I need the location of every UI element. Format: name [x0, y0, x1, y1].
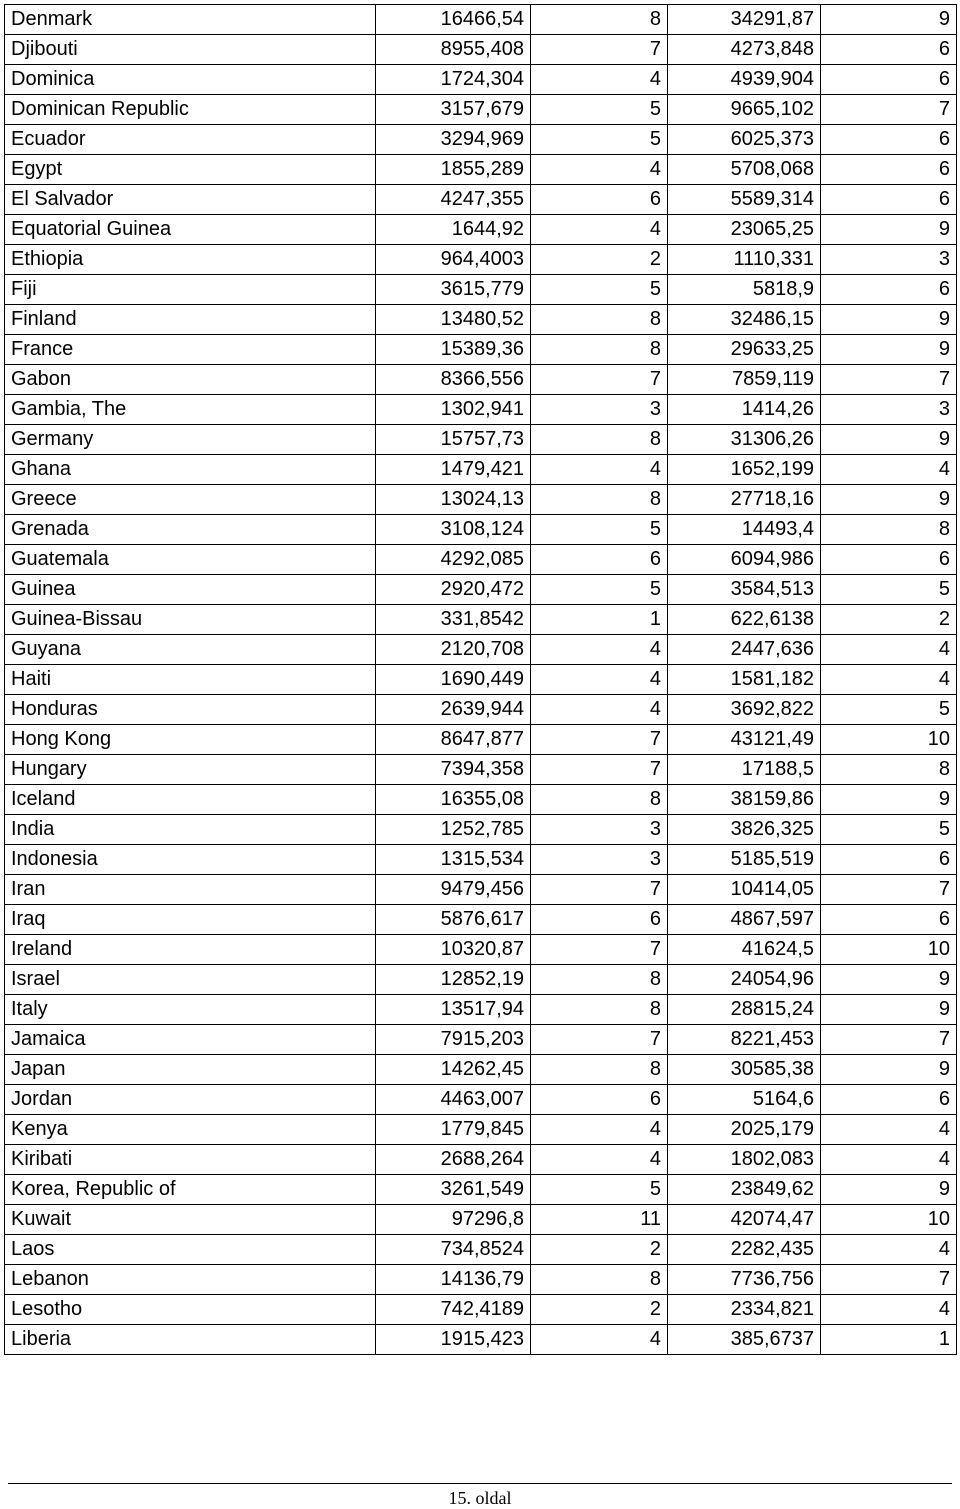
value-cell: 4	[531, 455, 668, 485]
country-cell: Germany	[5, 425, 376, 455]
table-row	[5, 1055, 957, 1085]
value-cell: 2025,179	[668, 1115, 821, 1145]
value-cell: 7859,119	[668, 365, 821, 395]
table-row	[5, 875, 957, 905]
value-cell: 10414,05	[668, 875, 821, 905]
value-cell: 4939,904	[668, 65, 821, 95]
table-row	[5, 995, 957, 1025]
value-cell: 8	[531, 485, 668, 515]
value-cell: 27718,16	[668, 485, 821, 515]
value-cell: 6	[821, 275, 957, 305]
table-row	[5, 155, 957, 185]
country-cell: Grenada	[5, 515, 376, 545]
value-cell: 331,8542	[376, 605, 531, 635]
table-row	[5, 485, 957, 515]
value-cell: 5	[531, 275, 668, 305]
country-cell: Liberia	[5, 1325, 376, 1355]
country-cell: Iceland	[5, 785, 376, 815]
value-cell: 4	[821, 455, 957, 485]
country-cell: Lebanon	[5, 1265, 376, 1295]
value-cell: 9	[821, 1055, 957, 1085]
value-cell: 5	[821, 575, 957, 605]
page-number: 15. oldal	[448, 1488, 512, 1508]
table-row	[5, 1175, 957, 1205]
value-cell: 1779,845	[376, 1115, 531, 1145]
value-cell: 2	[531, 1295, 668, 1325]
value-cell: 7	[821, 365, 957, 395]
value-cell: 1	[821, 1325, 957, 1355]
value-cell: 28815,24	[668, 995, 821, 1025]
value-cell: 3	[821, 395, 957, 425]
value-cell: 10	[821, 935, 957, 965]
country-cell: Jordan	[5, 1085, 376, 1115]
value-cell: 3108,124	[376, 515, 531, 545]
value-cell: 3	[531, 395, 668, 425]
value-cell: 1414,26	[668, 395, 821, 425]
value-cell: 10	[821, 1205, 957, 1235]
country-cell: Equatorial Guinea	[5, 215, 376, 245]
value-cell: 4	[821, 665, 957, 695]
country-cell: Iraq	[5, 905, 376, 935]
table-row	[5, 1145, 957, 1175]
country-cell: Kuwait	[5, 1205, 376, 1235]
value-cell: 8	[531, 965, 668, 995]
table-row	[5, 215, 957, 245]
value-cell: 1724,304	[376, 65, 531, 95]
value-cell: 1802,083	[668, 1145, 821, 1175]
value-cell: 2639,944	[376, 695, 531, 725]
value-cell: 622,6138	[668, 605, 821, 635]
table-row	[5, 1265, 957, 1295]
table-row	[5, 1235, 957, 1265]
value-cell: 13480,52	[376, 305, 531, 335]
table-row	[5, 245, 957, 275]
value-cell: 5	[531, 125, 668, 155]
country-cell: Italy	[5, 995, 376, 1025]
country-cell: Fiji	[5, 275, 376, 305]
table-row	[5, 35, 957, 65]
value-cell: 5	[531, 575, 668, 605]
value-cell: 4	[531, 1115, 668, 1145]
country-cell: India	[5, 815, 376, 845]
value-cell: 16466,54	[376, 5, 531, 35]
value-cell: 13517,94	[376, 995, 531, 1025]
value-cell: 6	[821, 185, 957, 215]
value-cell: 4	[821, 1115, 957, 1145]
country-cell: Dominican Republic	[5, 95, 376, 125]
value-cell: 7	[821, 1025, 957, 1055]
country-cell: Gabon	[5, 365, 376, 395]
value-cell: 10	[821, 725, 957, 755]
value-cell: 9	[821, 425, 957, 455]
value-cell: 1252,785	[376, 815, 531, 845]
country-cell: Honduras	[5, 695, 376, 725]
country-cell: Israel	[5, 965, 376, 995]
table-row	[5, 5, 957, 35]
country-cell: Finland	[5, 305, 376, 335]
value-cell: 4	[531, 695, 668, 725]
value-cell: 2	[531, 245, 668, 275]
country-cell: Ecuador	[5, 125, 376, 155]
country-cell: Guatemala	[5, 545, 376, 575]
country-cell: France	[5, 335, 376, 365]
value-cell: 4	[531, 155, 668, 185]
table-row	[5, 125, 957, 155]
value-cell: 8	[531, 425, 668, 455]
value-cell: 4273,848	[668, 35, 821, 65]
table-row	[5, 515, 957, 545]
country-cell: Kenya	[5, 1115, 376, 1145]
value-cell: 6	[531, 905, 668, 935]
value-cell: 7	[531, 875, 668, 905]
country-cell: Haiti	[5, 665, 376, 695]
value-cell: 3584,513	[668, 575, 821, 605]
value-cell: 3826,325	[668, 815, 821, 845]
value-cell: 7	[531, 725, 668, 755]
table-row	[5, 185, 957, 215]
table-row	[5, 275, 957, 305]
value-cell: 34291,87	[668, 5, 821, 35]
value-cell: 3261,549	[376, 1175, 531, 1205]
value-cell: 1	[531, 605, 668, 635]
value-cell: 7	[531, 935, 668, 965]
value-cell: 8	[531, 305, 668, 335]
value-cell: 1302,941	[376, 395, 531, 425]
table-row	[5, 365, 957, 395]
value-cell: 24054,96	[668, 965, 821, 995]
value-cell: 5708,068	[668, 155, 821, 185]
value-cell: 3692,822	[668, 695, 821, 725]
value-cell: 742,4189	[376, 1295, 531, 1325]
value-cell: 5164,6	[668, 1085, 821, 1115]
value-cell: 2	[531, 1235, 668, 1265]
country-cell: Gambia, The	[5, 395, 376, 425]
value-cell: 9	[821, 785, 957, 815]
value-cell: 9	[821, 5, 957, 35]
value-cell: 29633,25	[668, 335, 821, 365]
value-cell: 8366,556	[376, 365, 531, 395]
value-cell: 4	[531, 65, 668, 95]
value-cell: 6	[531, 545, 668, 575]
value-cell: 8	[531, 1265, 668, 1295]
value-cell: 15757,73	[376, 425, 531, 455]
value-cell: 1915,423	[376, 1325, 531, 1355]
country-cell: Guinea	[5, 575, 376, 605]
value-cell: 9665,102	[668, 95, 821, 125]
value-cell: 15389,36	[376, 335, 531, 365]
country-cell: Egypt	[5, 155, 376, 185]
table-row	[5, 1115, 957, 1145]
value-cell: 1855,289	[376, 155, 531, 185]
value-cell: 1479,421	[376, 455, 531, 485]
value-cell: 964,4003	[376, 245, 531, 275]
value-cell: 8	[531, 1055, 668, 1085]
country-cell: Guyana	[5, 635, 376, 665]
value-cell: 8	[531, 335, 668, 365]
value-cell: 13024,13	[376, 485, 531, 515]
value-cell: 17188,5	[668, 755, 821, 785]
value-cell: 3294,969	[376, 125, 531, 155]
value-cell: 14262,45	[376, 1055, 531, 1085]
value-cell: 7	[821, 1265, 957, 1295]
value-cell: 1644,92	[376, 215, 531, 245]
value-cell: 6	[821, 845, 957, 875]
footer-divider	[8, 1483, 952, 1484]
value-cell: 23849,62	[668, 1175, 821, 1205]
value-cell: 41624,5	[668, 935, 821, 965]
value-cell: 9	[821, 485, 957, 515]
table-row	[5, 965, 957, 995]
value-cell: 3	[821, 245, 957, 275]
value-cell: 1315,534	[376, 845, 531, 875]
value-cell: 4	[821, 1295, 957, 1325]
value-cell: 43121,49	[668, 725, 821, 755]
value-cell: 6	[821, 545, 957, 575]
value-cell: 2	[821, 605, 957, 635]
value-cell: 6	[531, 1085, 668, 1115]
table-row	[5, 1295, 957, 1325]
value-cell: 3	[531, 815, 668, 845]
value-cell: 7736,756	[668, 1265, 821, 1295]
value-cell: 9	[821, 965, 957, 995]
country-cell: Ethiopia	[5, 245, 376, 275]
value-cell: 7	[821, 95, 957, 125]
table-row	[5, 725, 957, 755]
value-cell: 8	[531, 5, 668, 35]
table-row	[5, 665, 957, 695]
value-cell: 6	[821, 1085, 957, 1115]
value-cell: 2447,636	[668, 635, 821, 665]
value-cell: 38159,86	[668, 785, 821, 815]
table-row	[5, 425, 957, 455]
value-cell: 9	[821, 305, 957, 335]
table-row	[5, 395, 957, 425]
table-row	[5, 785, 957, 815]
value-cell: 5	[531, 1175, 668, 1205]
country-cell: Greece	[5, 485, 376, 515]
value-cell: 2920,472	[376, 575, 531, 605]
country-cell: Guinea-Bissau	[5, 605, 376, 635]
value-cell: 5818,9	[668, 275, 821, 305]
value-cell: 4	[531, 1325, 668, 1355]
table-row	[5, 635, 957, 665]
table-row	[5, 335, 957, 365]
value-cell: 8955,408	[376, 35, 531, 65]
data-table	[4, 4, 957, 1355]
value-cell: 5	[821, 695, 957, 725]
value-cell: 16355,08	[376, 785, 531, 815]
value-cell: 6	[531, 185, 668, 215]
country-cell: Laos	[5, 1235, 376, 1265]
value-cell: 6094,986	[668, 545, 821, 575]
value-cell: 11	[531, 1205, 668, 1235]
value-cell: 2120,708	[376, 635, 531, 665]
table-row	[5, 605, 957, 635]
value-cell: 8647,877	[376, 725, 531, 755]
value-cell: 5	[821, 815, 957, 845]
value-cell: 6	[821, 155, 957, 185]
value-cell: 7	[531, 755, 668, 785]
value-cell: 3	[531, 845, 668, 875]
value-cell: 6025,373	[668, 125, 821, 155]
value-cell: 2282,435	[668, 1235, 821, 1265]
value-cell: 2688,264	[376, 1145, 531, 1175]
value-cell: 42074,47	[668, 1205, 821, 1235]
value-cell: 5589,314	[668, 185, 821, 215]
table-row	[5, 935, 957, 965]
value-cell: 6	[821, 125, 957, 155]
value-cell: 12852,19	[376, 965, 531, 995]
table-row	[5, 1325, 957, 1355]
table-row	[5, 545, 957, 575]
country-cell: Hungary	[5, 755, 376, 785]
value-cell: 8	[821, 755, 957, 785]
value-cell: 5185,519	[668, 845, 821, 875]
country-cell: Lesotho	[5, 1295, 376, 1325]
value-cell: 4	[821, 1235, 957, 1265]
table-row	[5, 95, 957, 125]
table-row	[5, 1025, 957, 1055]
value-cell: 4247,355	[376, 185, 531, 215]
country-cell: Djibouti	[5, 35, 376, 65]
table-row	[5, 455, 957, 485]
country-cell: Iran	[5, 875, 376, 905]
value-cell: 3157,679	[376, 95, 531, 125]
value-cell: 6	[821, 905, 957, 935]
country-cell: El Salvador	[5, 185, 376, 215]
value-cell: 5876,617	[376, 905, 531, 935]
value-cell: 6	[821, 35, 957, 65]
table-row	[5, 755, 957, 785]
country-cell: Ireland	[5, 935, 376, 965]
value-cell: 7394,358	[376, 755, 531, 785]
value-cell: 6	[821, 65, 957, 95]
value-cell: 31306,26	[668, 425, 821, 455]
value-cell: 5	[531, 95, 668, 125]
value-cell: 8	[531, 785, 668, 815]
value-cell: 2334,821	[668, 1295, 821, 1325]
value-cell: 8	[821, 515, 957, 545]
value-cell: 8221,453	[668, 1025, 821, 1055]
value-cell: 4	[821, 1145, 957, 1175]
value-cell: 1652,199	[668, 455, 821, 485]
value-cell: 3615,779	[376, 275, 531, 305]
table-row	[5, 1205, 957, 1235]
value-cell: 7	[531, 365, 668, 395]
country-cell: Kiribati	[5, 1145, 376, 1175]
value-cell: 14493,4	[668, 515, 821, 545]
table-row	[5, 695, 957, 725]
value-cell: 4	[531, 215, 668, 245]
value-cell: 1110,331	[668, 245, 821, 275]
value-cell: 32486,15	[668, 305, 821, 335]
country-cell: Jamaica	[5, 1025, 376, 1055]
value-cell: 9	[821, 215, 957, 245]
value-cell: 4867,597	[668, 905, 821, 935]
value-cell: 4	[531, 665, 668, 695]
table-row	[5, 905, 957, 935]
country-cell: Dominica	[5, 65, 376, 95]
table-row	[5, 845, 957, 875]
value-cell: 9479,456	[376, 875, 531, 905]
table-row	[5, 815, 957, 845]
country-cell: Denmark	[5, 5, 376, 35]
country-cell: Korea, Republic of	[5, 1175, 376, 1205]
value-cell: 97296,8	[376, 1205, 531, 1235]
country-cell: Indonesia	[5, 845, 376, 875]
value-cell: 30585,38	[668, 1055, 821, 1085]
value-cell: 4463,007	[376, 1085, 531, 1115]
value-cell: 7	[531, 1025, 668, 1055]
value-cell: 14136,79	[376, 1265, 531, 1295]
value-cell: 10320,87	[376, 935, 531, 965]
value-cell: 4	[821, 635, 957, 665]
country-cell: Japan	[5, 1055, 376, 1085]
table-row	[5, 1085, 957, 1115]
value-cell: 7915,203	[376, 1025, 531, 1055]
table-row	[5, 575, 957, 605]
table-row	[5, 305, 957, 335]
value-cell: 4	[531, 635, 668, 665]
data-table-body	[5, 5, 957, 1355]
value-cell: 7	[531, 35, 668, 65]
value-cell: 734,8524	[376, 1235, 531, 1265]
value-cell: 7	[821, 875, 957, 905]
value-cell: 385,6737	[668, 1325, 821, 1355]
value-cell: 1690,449	[376, 665, 531, 695]
value-cell: 9	[821, 335, 957, 365]
value-cell: 4292,085	[376, 545, 531, 575]
table-row	[5, 65, 957, 95]
country-cell: Hong Kong	[5, 725, 376, 755]
value-cell: 4	[531, 1145, 668, 1175]
value-cell: 8	[531, 995, 668, 1025]
value-cell: 9	[821, 1175, 957, 1205]
value-cell: 9	[821, 995, 957, 1025]
value-cell: 5	[531, 515, 668, 545]
value-cell: 1581,182	[668, 665, 821, 695]
value-cell: 23065,25	[668, 215, 821, 245]
country-cell: Ghana	[5, 455, 376, 485]
